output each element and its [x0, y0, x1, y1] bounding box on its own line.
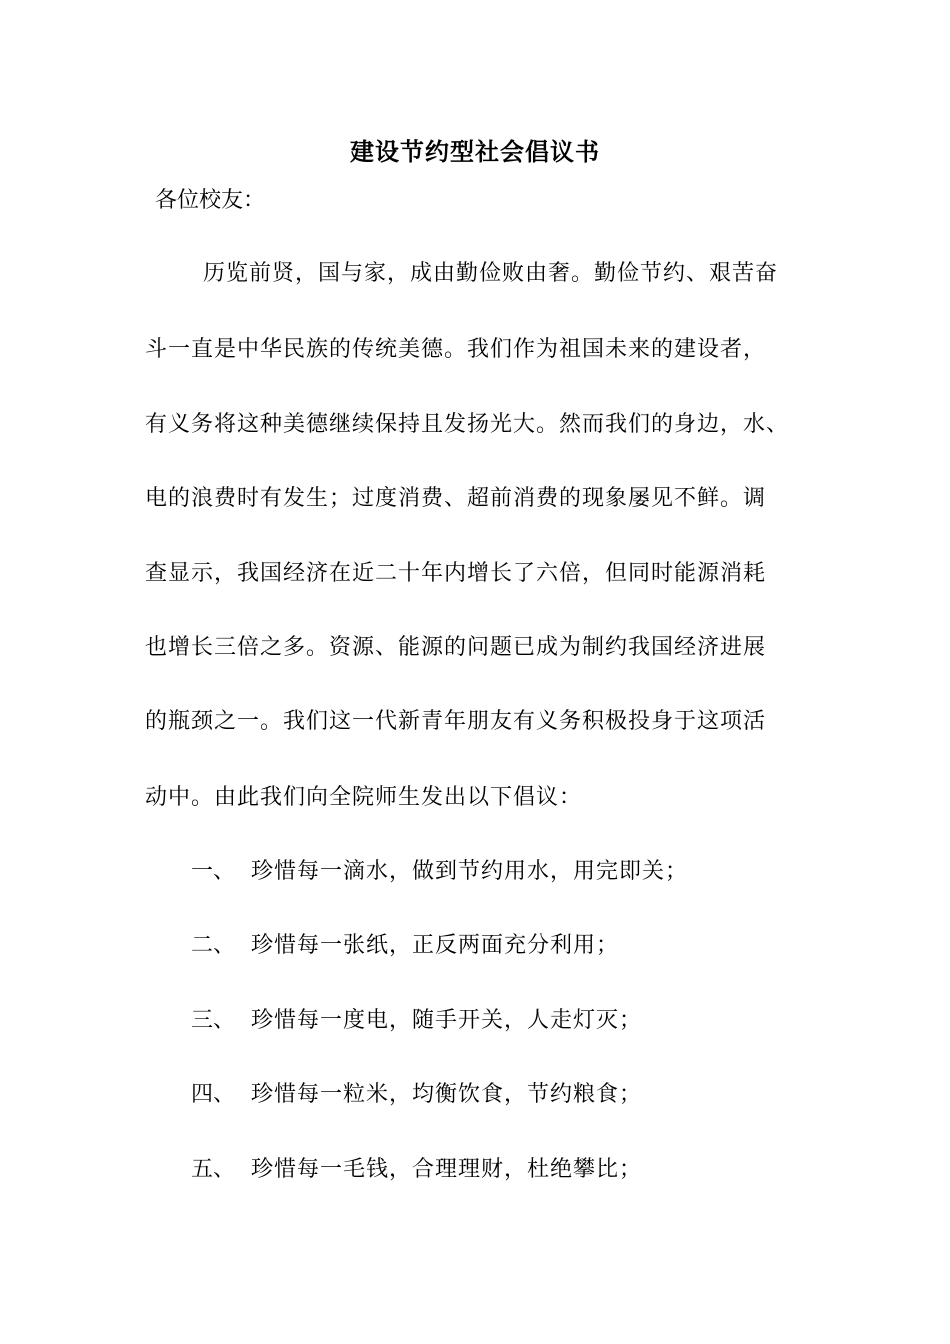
paragraph-line: 历览前贤，国与家，成由勤俭败由奢。勤俭节约、艰苦奋 — [203, 261, 779, 286]
proposal-item — [191, 1154, 642, 1186]
proposal-item — [191, 930, 619, 962]
proposal-number: 三、 — [191, 1008, 236, 1033]
proposal-text: 珍惜每一张纸，正反两面充分利用； — [251, 933, 620, 958]
proposal-number: 二、 — [191, 933, 236, 958]
proposal-number: 一、 — [191, 859, 236, 884]
paragraph-line: 的瓶颈之一。我们这一代新青年朋友有义务积极投身于这项活 — [145, 709, 767, 734]
proposal-item — [191, 856, 688, 888]
paragraph-line: 有义务将这种美德继续保持且发扬光大。然而我们的身边，水、 — [145, 412, 790, 437]
proposal-item — [191, 1005, 642, 1037]
proposal-number: 五、 — [191, 1157, 236, 1182]
paragraph-line: 查显示，我国经济在近二十年内增长了六倍，但同时能源消耗 — [145, 561, 767, 586]
paragraph-line: 电的浪费时有发生；过度消费、超前消费的现象屡见不鲜。调 — [145, 486, 767, 511]
proposal-text: 珍惜每一度电，随手开关，人走灯灭； — [251, 1008, 643, 1033]
paragraph-line: 也增长三倍之多。资源、能源的问题已成为制约我国经济进展 — [145, 635, 767, 660]
salutation: 各位校友： — [155, 188, 266, 213]
paragraph-line: 斗一直是中华民族的传统美德。我们作为祖国未来的建设者， — [145, 337, 767, 362]
document-title: 建设节约型社会倡议书 — [350, 137, 600, 166]
proposal-text: 珍惜每一毛钱，合理理财，杜绝攀比； — [251, 1157, 643, 1182]
proposal-item — [191, 1079, 642, 1111]
proposal-text: 珍惜每一粒米，均衡饮食，节约粮食； — [251, 1082, 643, 1107]
proposal-number: 四、 — [191, 1082, 236, 1107]
proposal-text: 珍惜每一滴水，做到节约用水，用完即关； — [251, 859, 689, 884]
paragraph-line: 动中。由此我们向全院师生发出以下倡议： — [145, 785, 583, 810]
